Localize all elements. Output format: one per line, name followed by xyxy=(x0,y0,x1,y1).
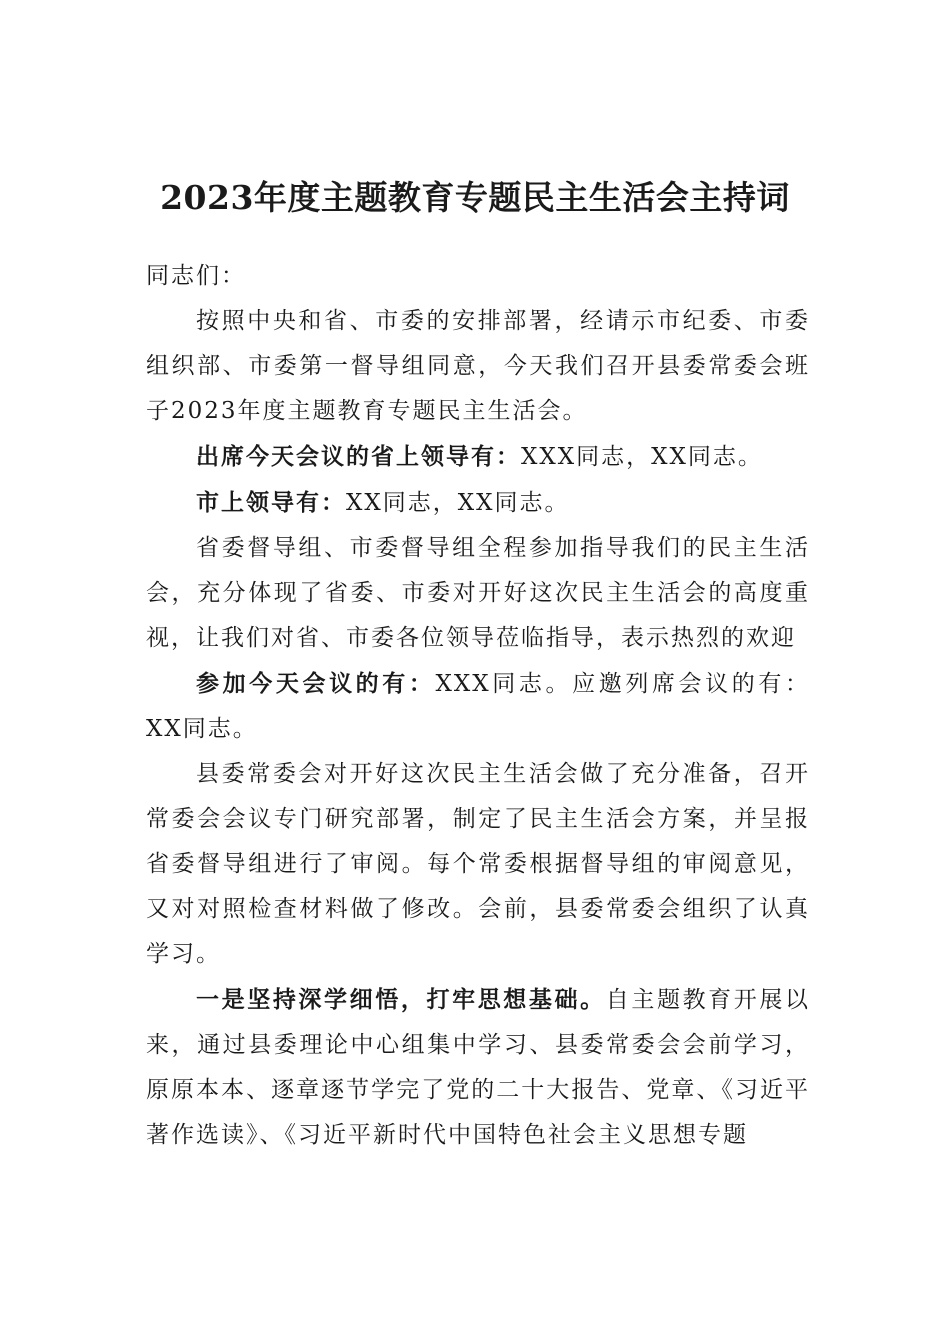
salutation-paragraph xyxy=(146,254,810,299)
paragraph-lead: 参加今天会议的有： xyxy=(196,670,436,697)
intro-paragraph xyxy=(146,299,810,434)
paragraph-text: XX同志，XX同志。 xyxy=(346,490,570,516)
paragraph-text: XXX同志。应邀列席会议的有：XX同志。 xyxy=(146,671,811,742)
document-title: 2023年度主题教育专题民主生活会主持词 xyxy=(160,178,790,217)
paragraph-text: 按照中央和省、市委的安排部署，经请示市纪委、市委组织部、市委第一督导组同意，今天我们召开县委常委会班子2023年度主题教育专题民主生活会。 xyxy=(146,308,810,424)
attendees-paragraph xyxy=(146,661,810,752)
paragraph-text: 省委督导组、市委督导组全程参加指导我们的民主生活会，充分体现了省委、市委对开好这次民主生活会的高度重视，让我们对省、市委各位领导莅临指导，表示热烈的欢迎 xyxy=(146,535,810,651)
point-one-paragraph xyxy=(146,977,810,1158)
paragraph-text: 自主题教育开展以来，通过县委理论中心组集中学习、县委常委会会前学习，原原本本、逐章逐节学完了党的二十大报告、党章、《习近平著作选读》、《习近平新时代中国特色社会主义思想专题 xyxy=(146,987,811,1148)
paragraph-lead: 出席今天会议的省上领导有： xyxy=(196,443,521,470)
paragraph-text: XXX同志，XX同志。 xyxy=(521,444,763,470)
paragraph-text: 县委常委会对开好这次民主生活会做了充分准备，召开常委会会议专门研究部署，制定了民主生活会方案，并呈报省委督导组进行了审阅。每个常委根据督导组的审阅意见，又对对照检查材料做了修改。会前，县委常委会组织了认真学习。 xyxy=(146,761,810,967)
paragraph-lead: 一是坚持深学细悟，打牢思想基础。 xyxy=(196,986,606,1013)
paragraph-text: 同志们： xyxy=(146,263,246,289)
provincial-leaders-paragraph xyxy=(146,434,810,480)
preparation-paragraph xyxy=(146,752,810,977)
paragraph-lead: 市上领导有： xyxy=(196,489,346,516)
welcome-paragraph xyxy=(146,526,810,661)
document-body xyxy=(146,254,810,1158)
city-leaders-paragraph xyxy=(146,480,810,526)
